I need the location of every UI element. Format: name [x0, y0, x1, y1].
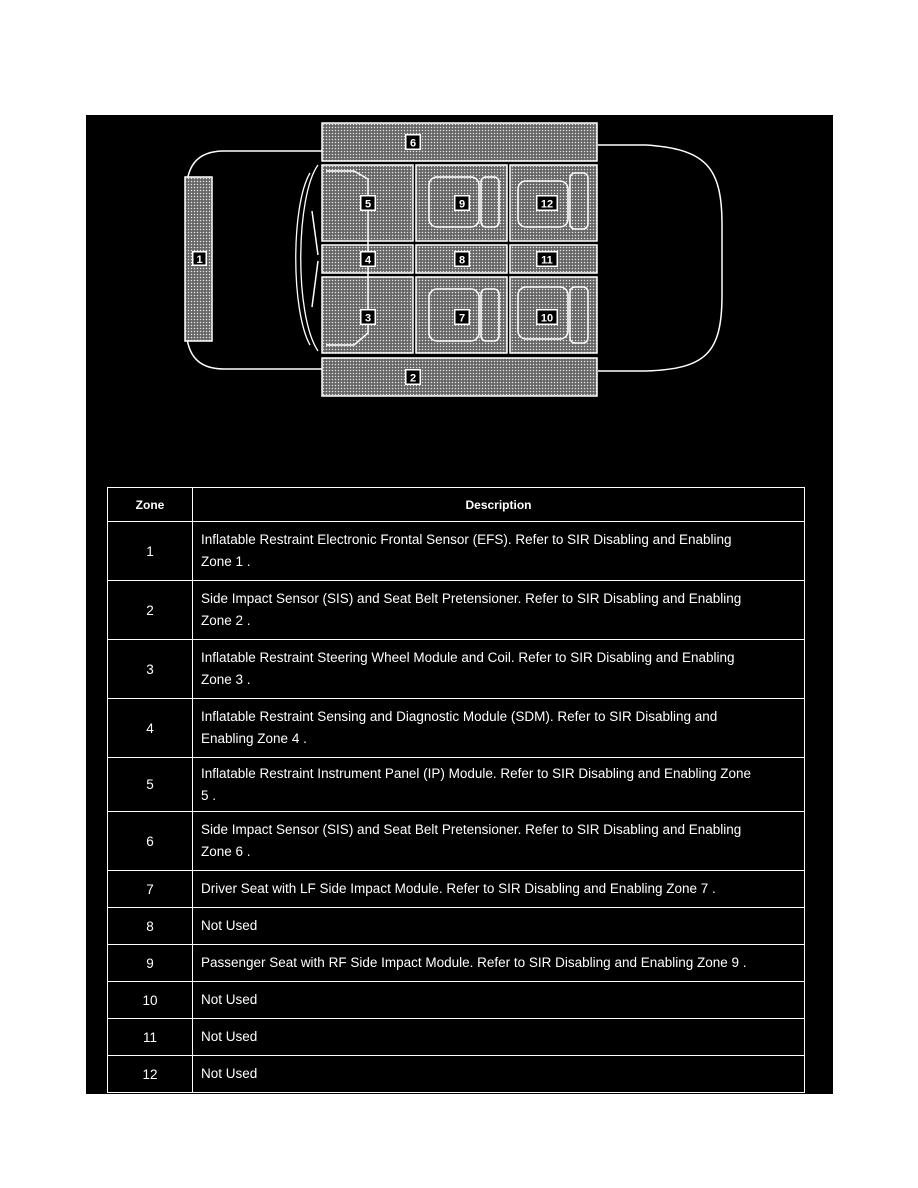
zone-description-cell [193, 945, 805, 982]
svg-text:2: 2 [409, 372, 417, 385]
zone-description-cell [193, 871, 805, 908]
svg-text:7: 7 [458, 312, 466, 325]
zone-number-cell: 5 [108, 758, 193, 812]
zone-label-7 [454, 309, 470, 325]
windshield-outline [296, 165, 318, 351]
table-row [108, 1056, 805, 1093]
zone-description-table [107, 487, 805, 1093]
zone-number-cell: 9 [108, 945, 193, 982]
svg-text:8: 8 [458, 254, 466, 267]
zone-label-4 [360, 251, 376, 267]
svg-text:11: 11 [541, 254, 553, 267]
table-row [108, 945, 805, 982]
zone-description-cell [193, 1056, 805, 1093]
zone-label-5 [360, 195, 376, 211]
zone-6-area [322, 123, 597, 161]
table-row [108, 699, 805, 758]
zone-description-text: Inflatable Restraint Instrument Panel (IP) Module. Refer to SIR Disabling and Enabling Zone 5 . [201, 765, 752, 803]
zone-number-cell: 8 [108, 908, 193, 945]
zone-description-cell [193, 1019, 805, 1056]
svg-text:10: 10 [540, 312, 554, 325]
zone-label-2 [405, 369, 421, 385]
zone-label-11 [536, 251, 558, 267]
zone-label-9 [454, 195, 470, 211]
zone-number-cell: 7 [108, 871, 193, 908]
zone-label-6 [405, 134, 421, 150]
zone-number-cell: 4 [108, 699, 193, 758]
zone-description-cell [193, 522, 805, 581]
zone-description-cell [193, 758, 805, 812]
table-row [108, 640, 805, 699]
svg-text:1: 1 [196, 254, 203, 266]
zone-label-3 [360, 309, 376, 325]
zone-number-cell: 1 [108, 522, 193, 581]
zone-label-8 [454, 251, 470, 267]
svg-text:4: 4 [364, 254, 372, 267]
zone-number-cell: 11 [108, 1019, 193, 1056]
document-panel [86, 115, 833, 1094]
svg-text:12: 12 [540, 198, 554, 211]
zone-label-12 [536, 195, 558, 211]
zone-label-10 [536, 309, 558, 325]
zone-description-text: Inflatable Restraint Sensing and Diagnostic Module (SDM). Refer to SIR Disabling and Enabling Zone 4 . [201, 709, 718, 746]
zone-number-cell: 12 [108, 1056, 193, 1093]
zone-description-text: Not Used [201, 992, 258, 1007]
vehicle-zone-diagram [86, 115, 833, 475]
zone-number-cell: 2 [108, 581, 193, 640]
zone-description-cell [193, 982, 805, 1019]
zone-description-text: Inflatable Restraint Electronic Frontal Sensor (EFS). Refer to SIR Disabling and Enabling Zone 1 . [201, 532, 732, 569]
zone-number-cell: 10 [108, 982, 193, 1019]
zone-description-text: Not Used [201, 1066, 258, 1081]
zone-description-text: Inflatable Restraint Steering Wheel Module and Coil. Refer to SIR Disabling and Enabling Zone 3 . [201, 650, 735, 687]
zone-2-area [322, 358, 597, 396]
table-row [108, 581, 805, 640]
zone-description-text: Side Impact Sensor (SIS) and Seat Belt Pretensioner. Refer to SIR Disabling and Enabling Zone 2 . [201, 591, 742, 628]
zone-description-text: Driver Seat with LF Side Impact Module. Refer to SIR Disabling and Enabling Zone 7 . [201, 881, 716, 896]
table-row [108, 908, 805, 945]
description-column-header: Description [193, 488, 805, 522]
table-row [108, 812, 805, 871]
svg-text:5: 5 [364, 198, 372, 211]
svg-text:9: 9 [458, 198, 466, 211]
svg-text:6: 6 [409, 137, 417, 150]
zone-description-cell [193, 908, 805, 945]
table-row [108, 982, 805, 1019]
table-row [108, 758, 805, 812]
zone-description-text: Not Used [201, 918, 258, 933]
table-row [108, 522, 805, 581]
table-row [108, 1019, 805, 1056]
zone-description-cell [193, 640, 805, 699]
table-row [108, 871, 805, 908]
zone-label-1 [192, 251, 207, 266]
zone-description-text: Side Impact Sensor (SIS) and Seat Belt Pretensioner. Refer to SIR Disabling and Enabling Zone 6 . [201, 822, 742, 859]
zone-description-cell [193, 581, 805, 640]
zone-description-cell [193, 812, 805, 871]
table-header-row [108, 488, 805, 522]
zone-description-cell [193, 699, 805, 758]
steering-column-icon [312, 211, 318, 307]
zone-column-header: Zone [108, 488, 193, 522]
zone-description-text: Passenger Seat with RF Side Impact Module. Refer to SIR Disabling and Enabling Zone 9 . [201, 955, 747, 970]
svg-text:3: 3 [364, 312, 372, 325]
zone-number-cell: 3 [108, 640, 193, 699]
zone-description-text: Not Used [201, 1029, 258, 1044]
zone-number-cell: 6 [108, 812, 193, 871]
